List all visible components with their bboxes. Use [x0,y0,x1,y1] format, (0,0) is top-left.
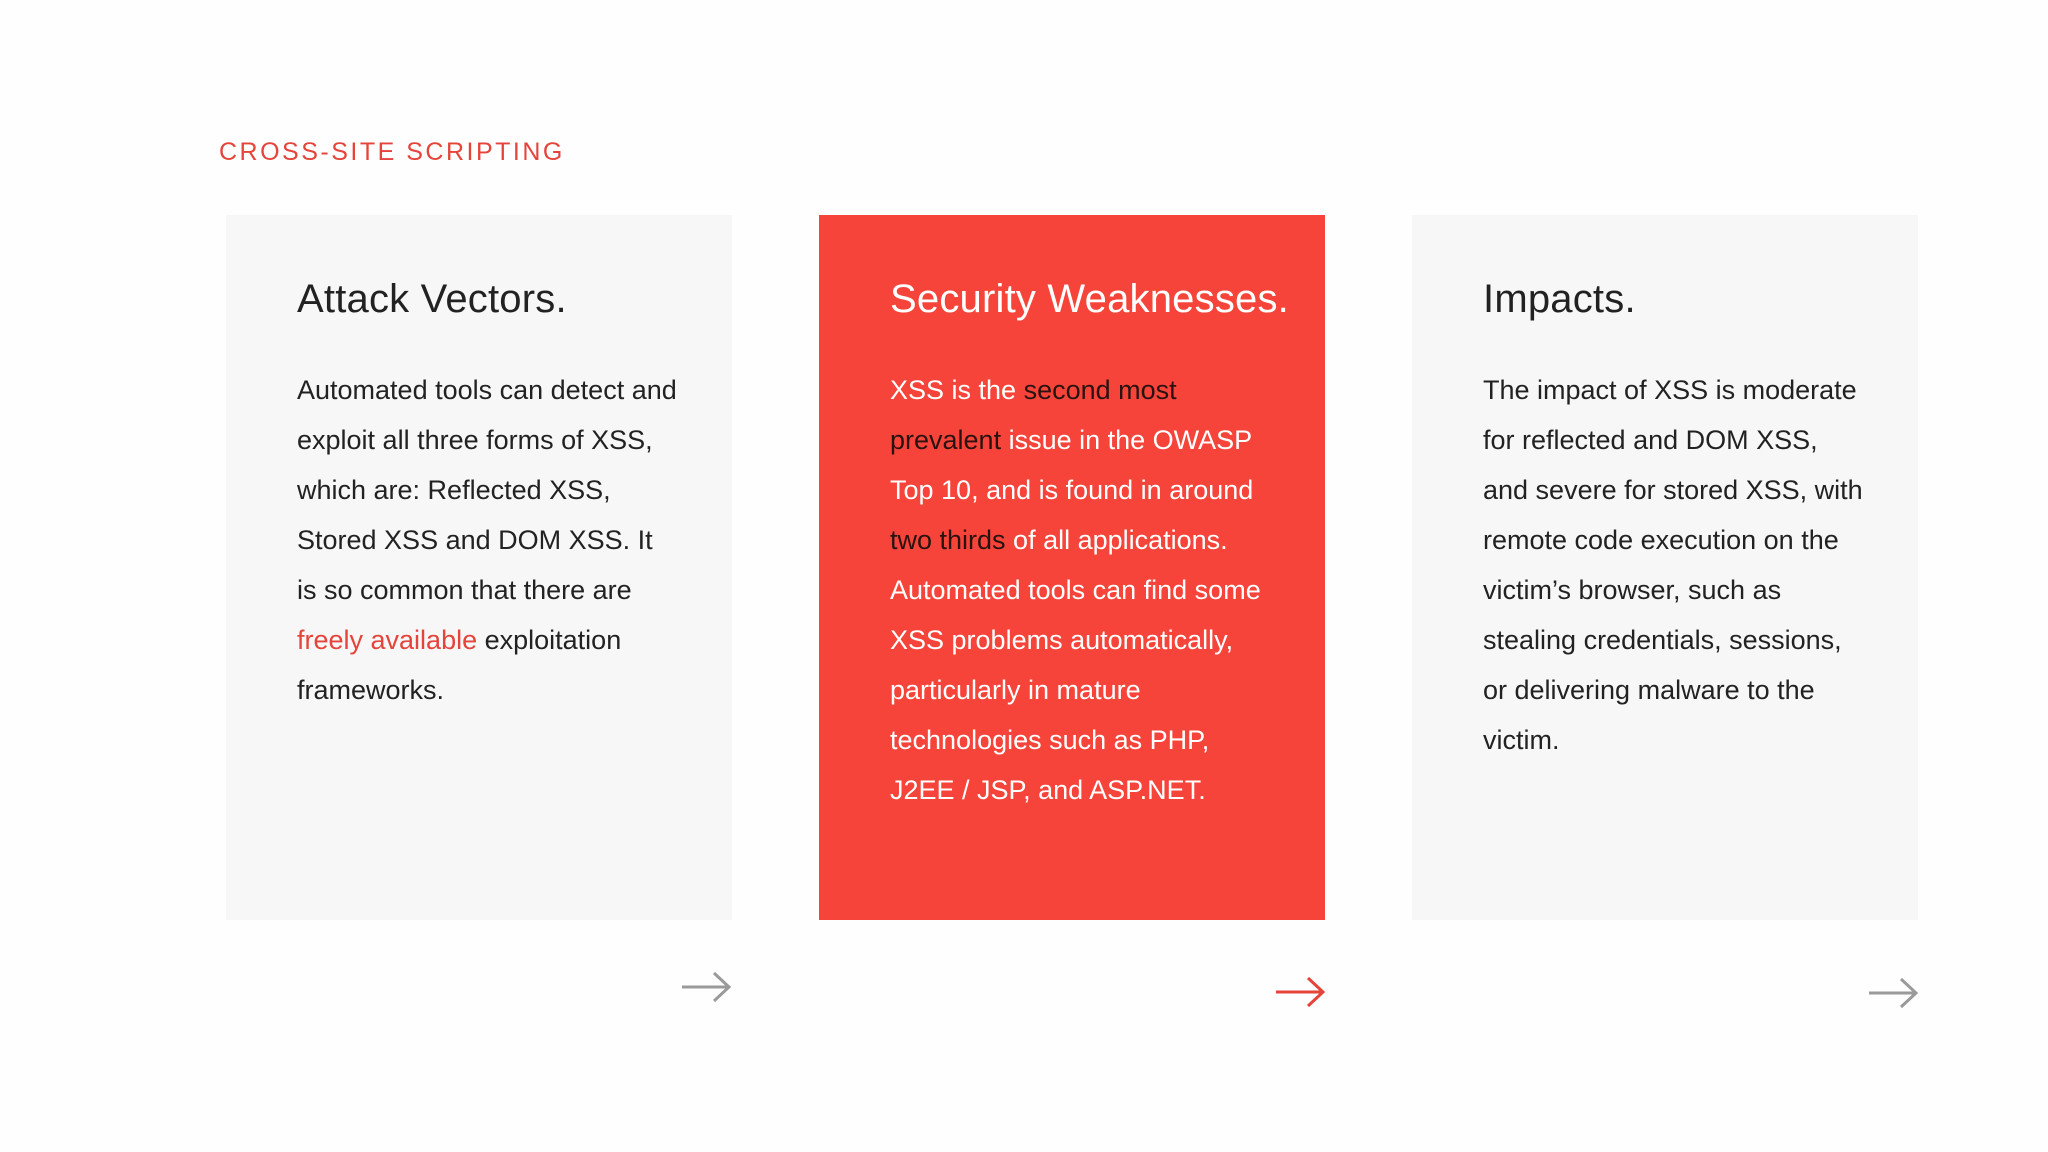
arrow-right-icon[interactable] [680,970,732,1004]
card-body [890,365,1280,815]
body-text: of all applications. Automated tools can find some XSS problems automatically, particularly in mature technologies such as PHP, J2EE / JSP, and ASP.NET. [890,525,1261,805]
card-body: The impact of XSS is moderate for reflected and DOM XSS, and severe for stored XSS, with remote code execution on the victim’s browser, such as stealing credentials, sessions, or delivering malware to the victim. [1483,375,1863,755]
highlight-text: two thirds [890,525,1006,555]
arrow-right-icon[interactable] [1274,975,1326,1009]
card-impacts [1412,215,1918,920]
arrow-right-icon[interactable] [1867,976,1919,1010]
highlight-text: second most prevalent [890,375,1177,455]
card-body [297,365,677,715]
body-text: exploitation frameworks. [297,625,622,705]
body-text: issue in the OWASP Top 10, and is found in around [890,425,1254,505]
body-text: Automated tools can detect and exploit all three forms of XSS, which are: Reflected XSS, Stored XSS and DOM XSS. It is so common that there are [297,375,677,605]
section-kicker: CROSS-SITE SCRIPTING [219,138,565,166]
card-title: Security Weaknesses. [890,277,1289,321]
card-security-weaknesses [819,215,1325,920]
card-title: Attack Vectors. [297,277,567,321]
card-title: Impacts. [1483,277,1636,321]
body-text: XSS is the [890,375,1024,405]
freely-available-link[interactable]: freely available [297,625,478,655]
card-attack-vectors [226,215,732,920]
